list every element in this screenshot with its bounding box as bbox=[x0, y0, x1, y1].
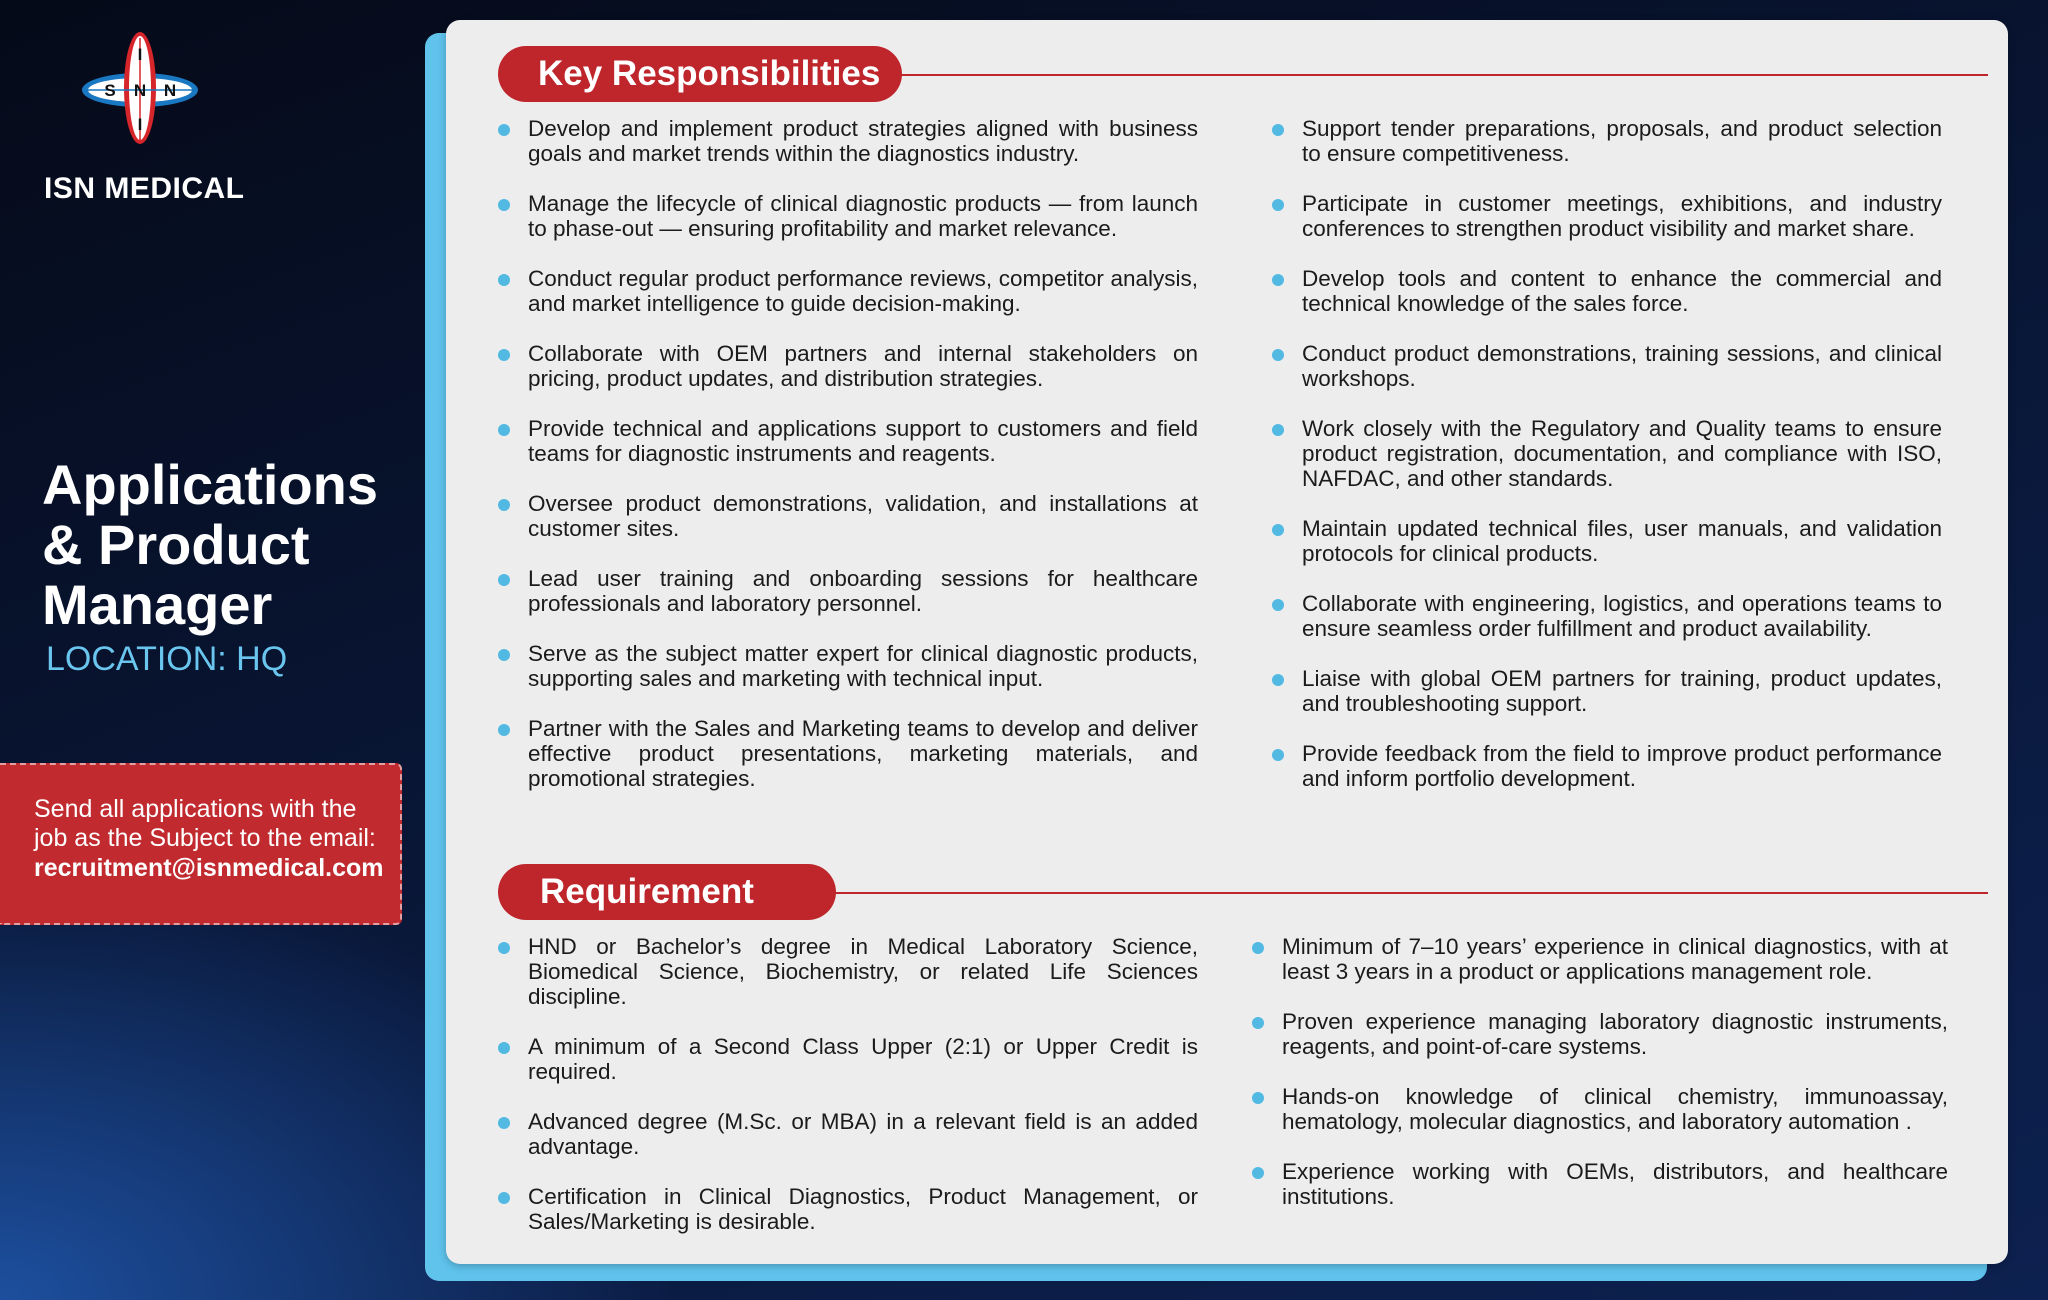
requirements-left-list bbox=[498, 934, 1198, 1259]
list-item: Conduct product demonstrations, training sessions, and clinical workshops. bbox=[1272, 341, 1942, 391]
job-title-line: Manager bbox=[42, 573, 273, 636]
content-card bbox=[446, 20, 2008, 1264]
list-item: Collaborate with OEM partners and internal stakeholders on pricing, product updates, and distribution strategies. bbox=[498, 341, 1198, 391]
logo-letter-center: N bbox=[133, 81, 147, 100]
job-title-line: & Product bbox=[42, 513, 310, 576]
list-item: Minimum of 7–10 years’ experience in clinical diagnostics, with at least 3 years in a product or applications management role. bbox=[1252, 934, 1948, 984]
list-item: Lead user training and onboarding sessions for healthcare professionals and laboratory personnel. bbox=[498, 566, 1198, 616]
section-title: Key Responsibilities bbox=[498, 46, 902, 102]
apply-text-line: job as the Subject to the email: bbox=[34, 824, 376, 852]
list-item: Hands-on knowledge of clinical chemistry, immunoassay, hematology, molecular diagnostics, and laboratory automation . bbox=[1252, 1084, 1948, 1134]
logo-letter-right: N bbox=[163, 81, 177, 100]
section-title: Requirement bbox=[498, 864, 836, 920]
responsibilities-header bbox=[498, 46, 1988, 102]
apply-email-link[interactable]: recruitment@isnmedical.com bbox=[34, 854, 384, 882]
list-item: Oversee product demonstrations, validation, and installations at customer sites. bbox=[498, 491, 1198, 541]
logo-letter-bottom: I bbox=[137, 115, 143, 134]
list-item: HND or Bachelor’s degree in Medical Laboratory Science, Biomedical Science, Biochemistry, or related Life Sciences discipline. bbox=[498, 934, 1198, 1009]
logo-letter-left: S bbox=[104, 81, 116, 100]
list-item: Develop tools and content to enhance the commercial and technical knowledge of the sales force. bbox=[1272, 266, 1942, 316]
list-item: Participate in customer meetings, exhibitions, and industry conferences to strengthen product visibility and market share. bbox=[1272, 191, 1942, 241]
list-item: Conduct regular product performance reviews, competitor analysis, and market intelligence to guide decision-making. bbox=[498, 266, 1198, 316]
list-item: Liaise with global OEM partners for training, product updates, and troubleshooting support. bbox=[1272, 666, 1942, 716]
list-item: A minimum of a Second Class Upper (2:1) or Upper Credit is required. bbox=[498, 1034, 1198, 1084]
job-title-line: Applications bbox=[42, 453, 379, 516]
requirements-right-list bbox=[1252, 934, 1948, 1234]
job-title bbox=[42, 455, 442, 635]
requirements-header bbox=[498, 864, 1988, 920]
list-item: Provide technical and applications support to customers and field teams for diagnostic instruments and reagents. bbox=[498, 416, 1198, 466]
job-location: LOCATION: HQ bbox=[46, 640, 288, 678]
list-item: Provide feedback from the field to improve product performance and inform portfolio development. bbox=[1272, 741, 1942, 791]
list-item: Maintain updated technical files, user manuals, and validation protocols for clinical products. bbox=[1272, 516, 1942, 566]
list-item: Work closely with the Regulatory and Quality teams to ensure product registration, documentation, and compliance with ISO, NAFDAC, and other standards. bbox=[1272, 416, 1942, 491]
list-item: Proven experience managing laboratory diagnostic instruments, reagents, and point-of-care systems. bbox=[1252, 1009, 1948, 1059]
list-item: Advanced degree (M.Sc. or MBA) in a relevant field is an added advantage. bbox=[498, 1109, 1198, 1159]
application-instructions bbox=[0, 763, 402, 925]
list-item: Serve as the subject matter expert for clinical diagnostic products, supporting sales and marketing with technical input. bbox=[498, 641, 1198, 691]
list-item: Experience working with OEMs, distributors, and healthcare institutions. bbox=[1252, 1159, 1948, 1209]
list-item: Partner with the Sales and Marketing teams to develop and deliver effective product presentations, marketing materials, and promotional strategies. bbox=[498, 716, 1198, 791]
list-item: Manage the lifecycle of clinical diagnostic products — from launch to phase-out — ensuring profitability and market relevance. bbox=[498, 191, 1198, 241]
company-name: ISN MEDICAL bbox=[44, 172, 245, 205]
apply-text-line: Send all applications with the bbox=[34, 795, 357, 823]
section-divider bbox=[798, 74, 1988, 76]
list-item: Support tender preparations, proposals, and product selection to ensure competitiveness. bbox=[1272, 116, 1942, 166]
section-divider bbox=[798, 892, 1988, 894]
list-item: Develop and implement product strategies aligned with business goals and market trends within the diagnostics industry. bbox=[498, 116, 1198, 166]
responsibilities-right-list bbox=[1272, 116, 1942, 816]
list-item: Certification in Clinical Diagnostics, Product Management, or Sales/Marketing is desirable. bbox=[498, 1184, 1198, 1234]
list-item: Collaborate with engineering, logistics, and operations teams to ensure seamless order fulfillment and product availability. bbox=[1272, 591, 1942, 641]
responsibilities-left-list bbox=[498, 116, 1198, 816]
isn-logo bbox=[80, 30, 200, 150]
logo-letter-top: I bbox=[137, 45, 143, 64]
